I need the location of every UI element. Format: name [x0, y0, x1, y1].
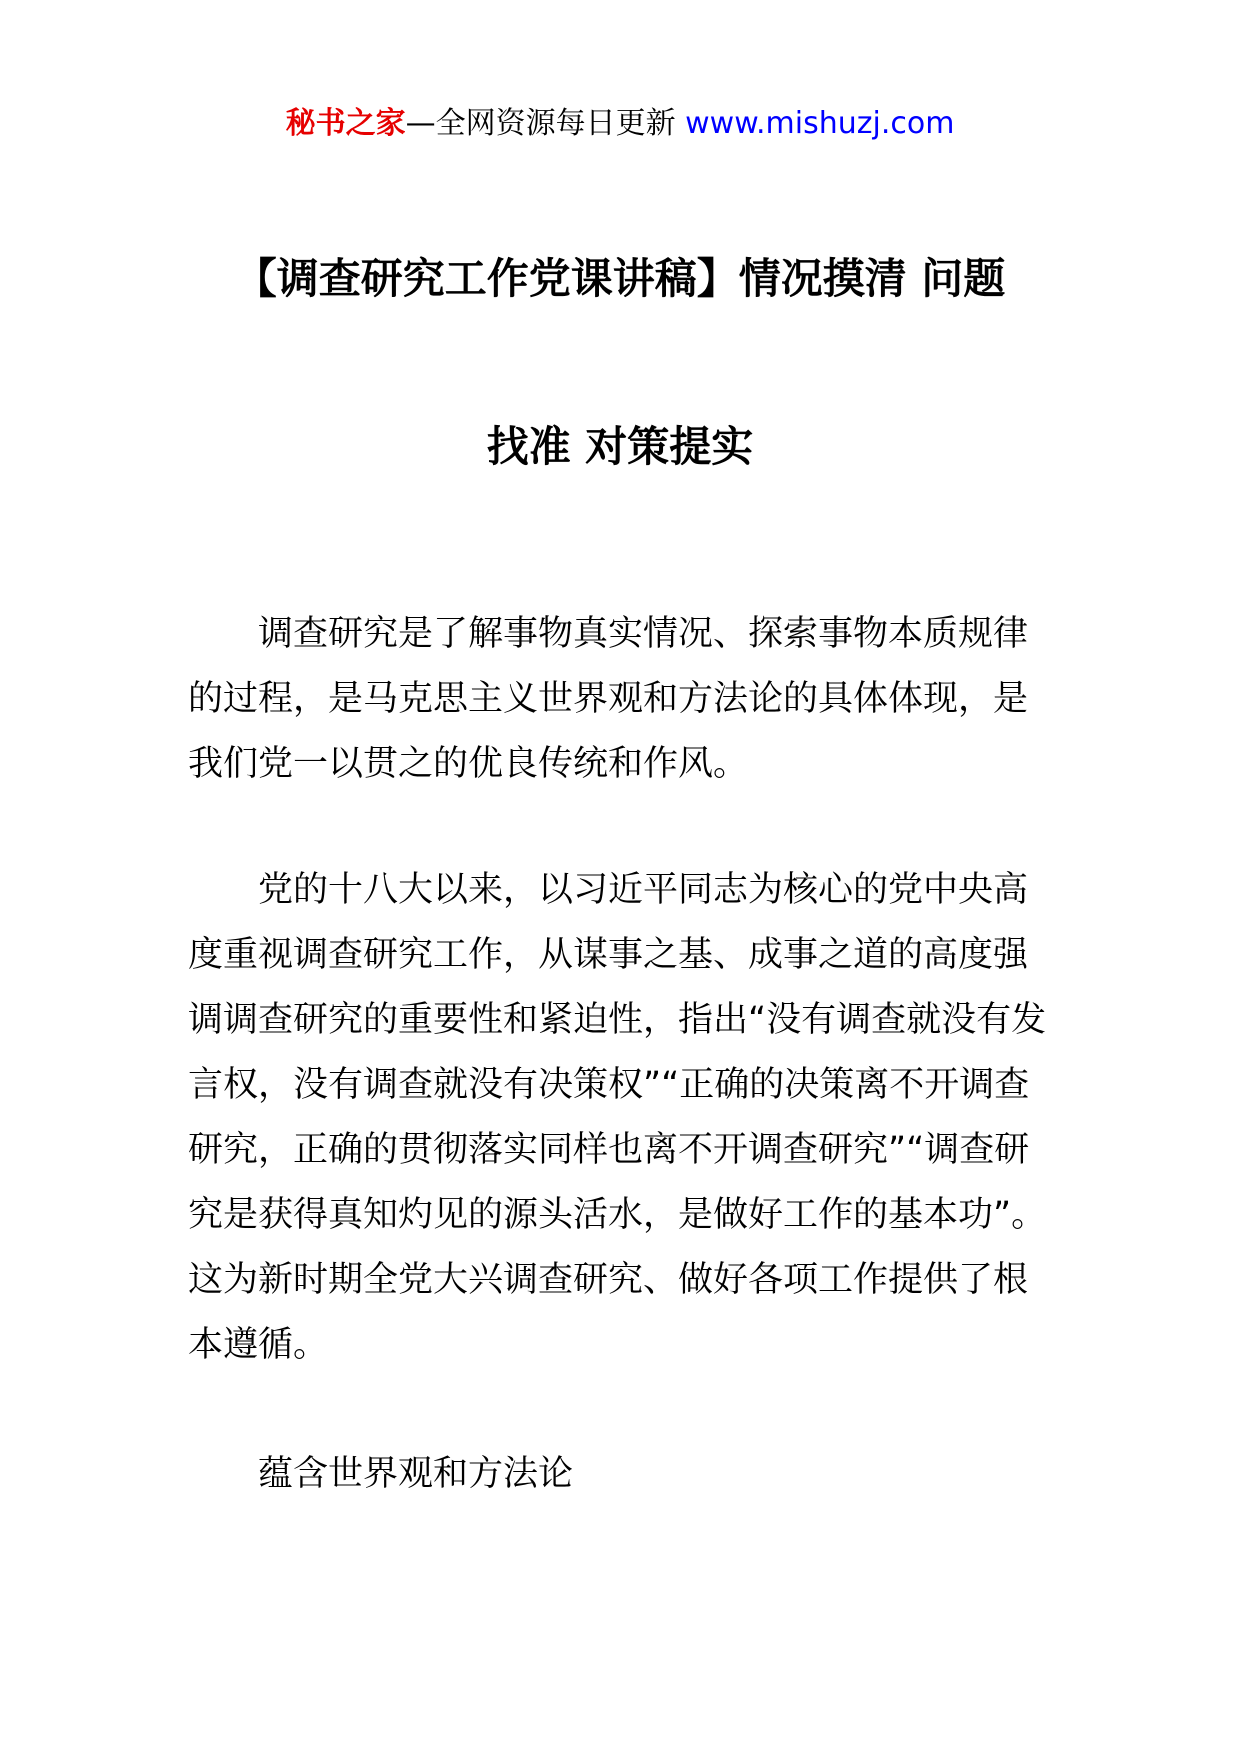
section-heading: 蕴含世界观和方法论: [258, 1454, 574, 1494]
site-header: [0, 100, 1240, 148]
site-url-link[interactable]: www.mishuzj.com: [685, 106, 955, 141]
brand-name: 秘书之家: [285, 106, 406, 141]
document-title-line-2: 找准 对策提实: [486, 422, 754, 471]
document-title-line-1: 【调查研究工作党课讲稿】情况摸清 问题: [234, 254, 1006, 303]
document-title: [150, 195, 1090, 531]
body-paragraph-1: 调查研究是了解事物真实情况、探索事物本质规律的过程，是马克思主义世界观和方法论的具体体现，是我们党一以贯之的优良传统和作风。: [188, 614, 1029, 784]
body-paragraph-2: 党的十八大以来，以习近平同志为核心的党中央高度重视调查研究工作，从谋事之基、成事之道的高度强调调查研究的重要性和紧迫性，指出“没有调查就没有发言权，没有调查就没有决策权”“正确的决策离不开调查研究，正确的贯彻落实同样也离不开调查研究”“调查研究是获得真知灼见的源头活水，是做好工作的基本功”。这为新时期全党大兴调查研究、做好各项工作提供了根本遵循。: [188, 870, 1047, 1365]
header-tagline: —全网资源每日更新: [405, 106, 686, 141]
